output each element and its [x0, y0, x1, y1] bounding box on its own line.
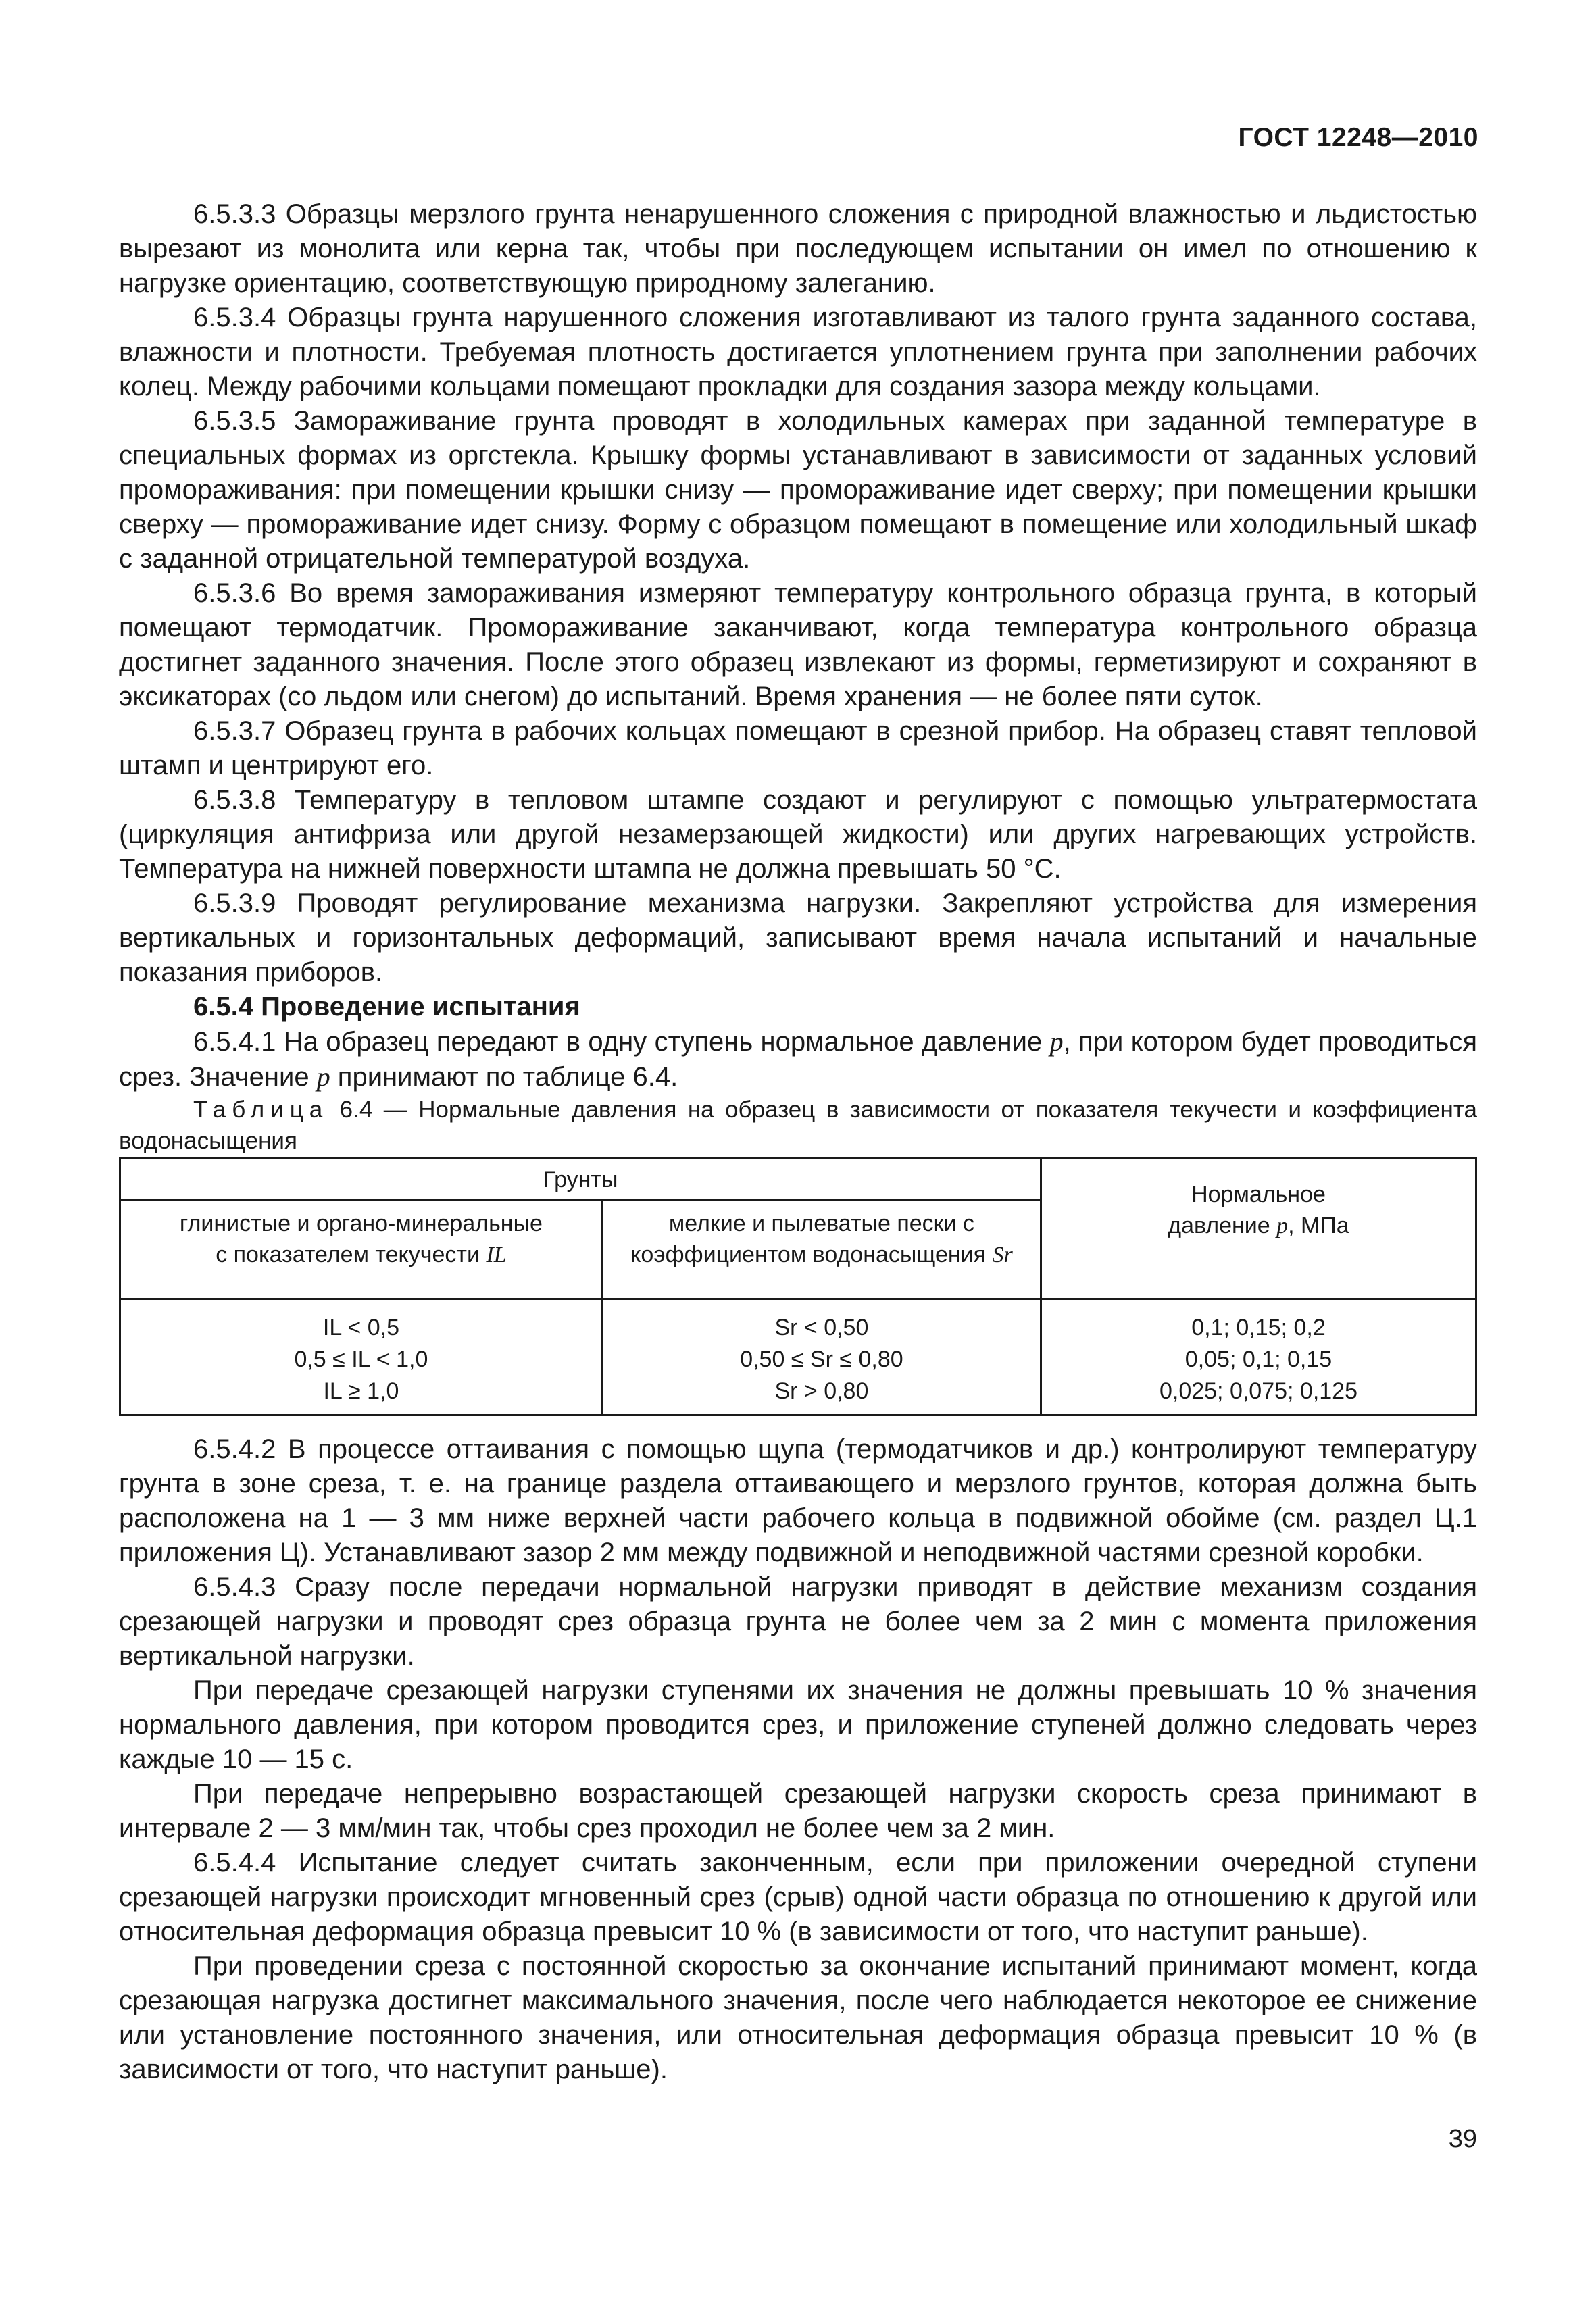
standard-header: ГОСТ 12248—2010: [1238, 123, 1478, 152]
header-normal-pressure-line2: давление: [1168, 1213, 1277, 1238]
paragraph-6543-steps: При передаче срезающей нагрузки ступенями их значения не должны превышать 10 % значения нормального давления, при котором проводится срез, и приложение ступеней должно следовать через каждые 10 — 15 с.: [119, 1676, 1477, 1774]
paragraph-6535: 6.5.3.5 Замораживание грунта проводят в холодильных камерах при заданной температуре в специальных формах из оргстекла. Крышку формы устанавливают в зависимости от заданных условий промораживания: при помещении крышки снизу — промораживание идет сверху; при помещении крышки сверху — промораживание идет снизу. Форму с образцом помещают в помещение или холодильный шкаф с заданной отрицательной температурой воздуха.: [119, 406, 1477, 574]
document-body: [119, 197, 1477, 2087]
header-normal-pressure: [1041, 1158, 1476, 1299]
header-sand-line1: мелкие и пылеватые пески с: [668, 1211, 974, 1236]
sand-value: Sr > 0,80: [774, 1378, 869, 1404]
header-group-soils: Грунты: [120, 1158, 1041, 1201]
paragraph-6533: 6.5.3.3 Образцы мерзлого грунта ненарушенного сложения с природной влажностью и льдистостью вырезают из монолита или керна так, чтобы при последующем испытании он имел по отношению к нагрузке ориентацию, соответствующую природному залеганию.: [119, 199, 1477, 298]
paragraph-6536: 6.5.3.6 Во время замораживания измеряют температуру контрольного образца грунта, в который помещают термодатчик. Промораживание заканчивают, когда температура контрольного образца достигнет заданного значения. После этого образец извлекают из формы, герметизируют и сохраняют в эксикаторах (со льдом или снегом) до испытаний. Время хранения — не более пяти суток.: [119, 578, 1477, 711]
pressure-symbol: p: [316, 1061, 330, 1092]
liquidity-index-symbol: IL: [486, 1242, 507, 1267]
header-normal-pressure-line1: Нормальное: [1191, 1182, 1326, 1207]
clay-value: 0,5 ≤ IL < 1,0: [294, 1347, 428, 1372]
sand-value: 0,50 ≤ Sr ≤ 0,80: [740, 1347, 903, 1372]
paragraph-6539: 6.5.3.9 Проводят регулирование механизма нагрузки. Закрепляют устройства для измерения вертикальных и горизонтальных деформаций, записывают время начала испытаний и начальные показания приборов.: [119, 888, 1477, 987]
clay-value: IL ≥ 1,0: [323, 1378, 399, 1404]
paragraph-6538: 6.5.3.8 Температуру в тепловом штампе создают и регулируют с помощью ультратермостата (циркуляция антифриза или другой незамерзающей жидкости) или других нагревающих устройств. Температура на нижней поверхности штампа не должна превышать 50 °С.: [119, 785, 1477, 884]
saturation-symbol: Sr: [992, 1242, 1013, 1267]
clay-values-cell: [120, 1299, 603, 1415]
paragraph-6541-part-b: , при котором будет проводиться срез. Значение: [119, 1027, 1477, 1092]
paragraph-6541-part-c: принимают по таблице 6.4.: [330, 1062, 678, 1092]
header-clay-line1: глинистые и органо-минеральные: [179, 1211, 543, 1236]
pressure-symbol: p: [1276, 1213, 1289, 1238]
pressure-value: 0,025; 0,075; 0,125: [1159, 1378, 1358, 1404]
pressure-symbol: p: [1049, 1026, 1064, 1057]
header-clay-line2: с показателем текучести: [216, 1242, 487, 1267]
table-header-row-1: [120, 1158, 1476, 1201]
clay-value: IL < 0,5: [322, 1315, 399, 1340]
table-caption: [119, 1095, 1477, 1157]
paragraph-6542: 6.5.4.2 В процессе оттаивания с помощью щупа (термодатчиков и др.) контролируют температуру грунта в зоне среза, т. е. на границе раздела оттаивающего и мерзлого грунтов, которая должна быть расположена на 1 — 3 мм ниже верхней части рабочего кольца в подвижной обойме (см. раздел Ц.1 приложения Ц). Устанавливают зазор 2 мм между подвижной и неподвижной частями срезной коробки.: [119, 1434, 1477, 1567]
paragraph-6541: [119, 1024, 1477, 1095]
paragraph-6537: 6.5.3.7 Образец грунта в рабочих кольцах помещают в срезной прибор. На образец ставят тепловой штамп и центрируют его.: [119, 716, 1477, 780]
sand-value: Sr < 0,50: [774, 1315, 869, 1340]
pressure-value: 0,05; 0,1; 0,15: [1184, 1347, 1332, 1372]
paragraph-6534: 6.5.3.4 Образцы грунта нарушенного сложения изготавливают из талого грунта заданного состава, влажности и плотности. Требуемая плотность достигается уплотнением грунта при заполнении рабочих колец. Между рабочими кольцами помещают прокладки для создания зазора между кольцами.: [119, 303, 1477, 401]
pressure-value: 0,1; 0,15; 0,2: [1191, 1315, 1326, 1340]
paragraph-6541-part-a: 6.5.4.1 На образец передают в одну ступень нормальное давление: [193, 1027, 1050, 1057]
page-number: 39: [1448, 2125, 1477, 2153]
paragraph-6544-constant-rate: При проведении среза с постоянной скоростью за окончание испытаний принимают момент, когда срезающая нагрузка достигнет максимального значения, после чего наблюдается некоторое ее снижение или установление постоянного значения, или относительная деформация образца превысит 10 % (в зависимости от того, что наступит раньше).: [119, 1951, 1477, 2084]
section-heading-654: 6.5.4 Проведение испытания: [193, 992, 580, 1022]
header-clay-soils: [120, 1201, 603, 1299]
sand-values-cell: [602, 1299, 1041, 1415]
table-caption-text: 6.4 — Нормальные давления на образец в зависимости от показателя текучести и коэффициента водонасыщения: [119, 1097, 1477, 1154]
table-6-4: [119, 1157, 1477, 1416]
table-data-row: [120, 1299, 1476, 1415]
header-normal-pressure-unit: , МПа: [1288, 1213, 1349, 1238]
paragraph-6544: 6.5.4.4 Испытание следует считать законченным, если при приложении очередной ступени срезающей нагрузки происходит мгновенный срез (срыв) одной части образца по отношению к другой или относительная деформация образца превысит 10 % (в зависимости от того, что наступит раньше).: [119, 1848, 1477, 1946]
table-caption-word: Таблица: [193, 1097, 329, 1123]
pressure-values-cell: [1041, 1299, 1476, 1415]
header-sand-soils: [602, 1201, 1041, 1299]
paragraph-6543: 6.5.4.3 Сразу после передачи нормальной нагрузки приводят в действие механизм создания срезающей нагрузки и проводят срез образца грунта не более чем за 2 мин с момента приложения вертикальной нагрузки.: [119, 1572, 1477, 1671]
header-sand-line2: коэффициентом водонасыщения: [630, 1242, 993, 1267]
paragraph-6543-continuous: При передаче непрерывно возрастающей срезающей нагрузки скорость среза принимают в интервале 2 — 3 мм/мин так, чтобы срез проходил не более чем за 2 мин.: [119, 1779, 1477, 1843]
